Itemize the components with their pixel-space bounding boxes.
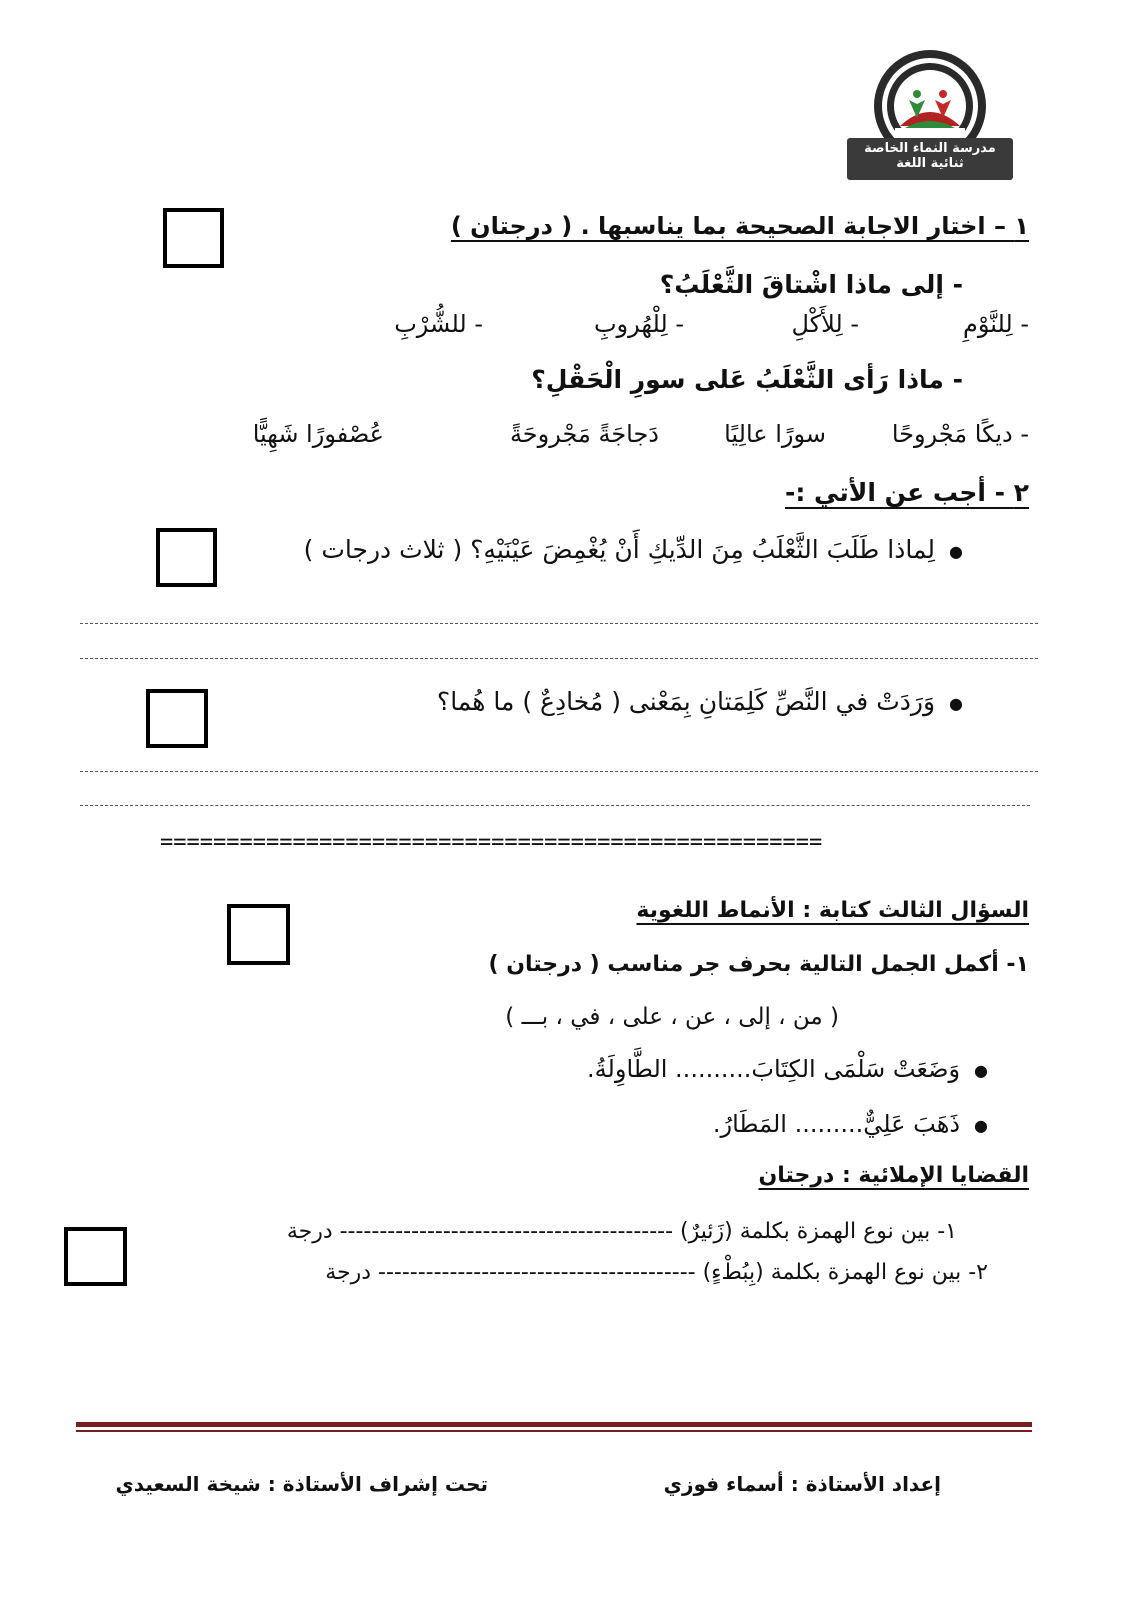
spelling-item-1: ١- بين نوع الهمزة بكلمة (زَئيرٌ) ------------------------------------------ درجة — [286, 1219, 957, 1244]
q1-sub2-option-1[interactable]: - ديكًا مَجْروحًا — [891, 420, 1029, 448]
school-logo — [845, 48, 1015, 183]
q1-sub1-option-1[interactable]: - لِلنَّوْمِ — [962, 310, 1029, 338]
logo-banner — [847, 138, 1013, 180]
footer-rule — [76, 1422, 1032, 1427]
q2-item1: ● لِماذا طَلَبَ الثَّعْلَبُ مِنَ الدِّيكِ أَنْ يُغْمِضَ عَيْنَيْهِ؟ ( ثلاث درجات ) — [304, 535, 963, 564]
section-separator: ================================================== — [160, 830, 823, 855]
q1-sub2-option-4[interactable]: عُصْفورًا شَهِيًّا — [252, 420, 384, 448]
spelling-item-2: ٢- بين نوع الهمزة بكلمة (بِبُطْءٍ) ---------------------------------------- درجة — [325, 1260, 988, 1285]
score-box-q2-item1[interactable] — [156, 528, 217, 587]
supervised-by: تحت إشراف الأستاذة : شيخة السعيدي — [115, 1472, 488, 1496]
answer-line-4[interactable] — [80, 805, 1030, 806]
q3-choices: ( من ، إلى ، عن ، على ، في ، بـــ ) — [505, 1004, 839, 1030]
footer-rule-thin — [76, 1430, 1032, 1432]
q1-sub1-option-4[interactable]: - للشُّرْبِ — [394, 310, 483, 338]
school-name-line2: ثنائية اللغة — [896, 156, 964, 171]
answer-line-3[interactable] — [80, 771, 1038, 772]
q2-title: ٢ - أجب عن الأتي :- — [784, 478, 1029, 507]
q1-sub1-option-2[interactable]: - لِلأَكْلِ — [791, 310, 859, 338]
score-box-q1[interactable] — [163, 208, 224, 268]
score-box-spelling[interactable] — [64, 1227, 127, 1286]
score-box-q3[interactable] — [227, 904, 290, 965]
answer-line-2[interactable] — [80, 658, 1038, 659]
q3-sub1-title: ١- أكمل الجمل التالية بحرف جر مناسب ( درجتان ) — [488, 952, 1029, 977]
q1-sub2-option-2[interactable]: سورًا عالِيًا — [724, 420, 826, 448]
school-name-line1: مدرسة النماء الخاصة — [864, 141, 996, 156]
q1-sub1-question: - إلى ماذا اشْتاقَ الثَّعْلَبُ؟ — [659, 270, 963, 299]
q1-sub2-question: - ماذا رَأى الثَّعْلَبُ عَلى سورِ الْحَقْلِ؟ — [531, 365, 963, 394]
score-box-q2-item2[interactable] — [146, 689, 208, 748]
q3-title: السؤال الثالث كتابة : الأنماط اللغوية — [636, 898, 1029, 923]
q1-title: ١ – اختار الاجابة الصحيحة بما يناسبها . ( درجتان ) — [450, 212, 1029, 240]
q1-sub1-option-3[interactable]: - لِلْهُروبِ — [593, 310, 684, 338]
q2-item2: ● وَرَدَتْ في النَّصِّ كَلِمَتانِ بِمَعْنى ( مُخادِعٌ ) ما هُما؟ — [437, 687, 963, 716]
q1-sub2-option-3[interactable]: دَجاجَةً مَجْروحَةً — [509, 420, 659, 448]
q3-sentence-2: ● ذَهَبَ عَلِيٌّ......... المَطَارُ. — [713, 1110, 988, 1138]
prepared-by: إعداد الأستاذة : أسماء فوزي — [663, 1472, 941, 1496]
spelling-title: القضايا الإملائية : درجتان — [758, 1163, 1029, 1188]
answer-line-1[interactable] — [80, 623, 1038, 624]
q3-sentence-1: ● وَضَعَتْ سَلْمَى الكِتَابَ.......... الطَّاوِلَةُ. — [587, 1055, 988, 1083]
